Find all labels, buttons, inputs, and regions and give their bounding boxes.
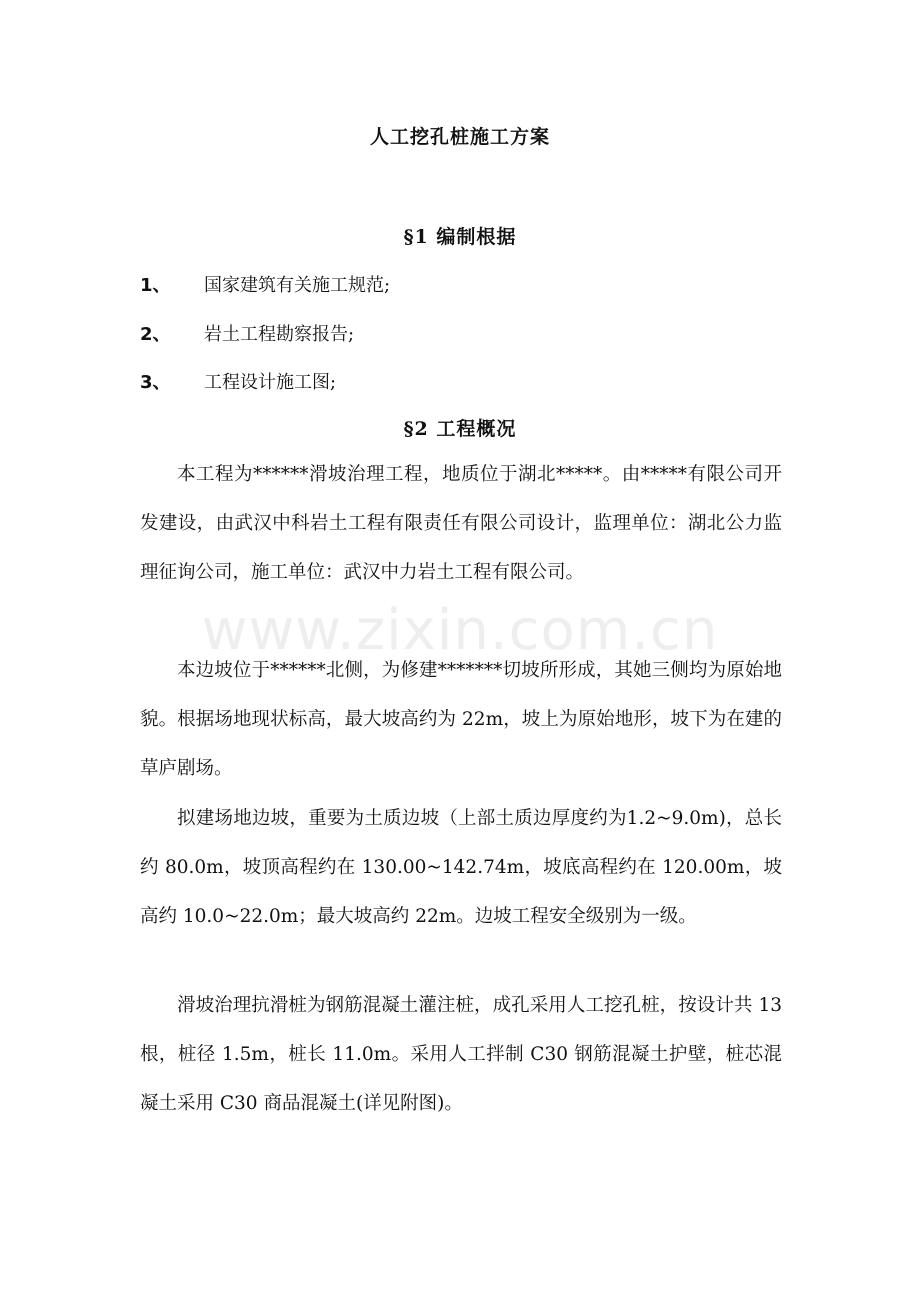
list-item-text: 工程设计施工图; <box>204 372 337 393</box>
paragraph: 本边坡位于******北侧，为修建*******切坡所形成，其她三侧均为原始地貌。根据场地现状标高，最大坡高约为 22m，坡上为原始地形，坡下为在建的草庐剧场。 <box>140 660 782 779</box>
list-item <box>140 271 390 297</box>
section-heading-2: §2 工程概况 <box>403 418 517 440</box>
list-item-number: 3、 <box>140 372 171 393</box>
document-title: 人工挖孔桩施工方案 <box>369 126 550 148</box>
watermark: www.zixin.com.cn <box>201 598 719 663</box>
list-item-text: 国家建筑有关施工规范; <box>204 275 391 296</box>
list-item-number: 2、 <box>140 324 171 345</box>
list-item-text: 岩土工程勘察报告; <box>204 324 355 345</box>
list-item <box>140 368 336 394</box>
section-heading-1: §1 编制根据 <box>403 226 517 248</box>
paragraph: 滑坡治理抗滑桩为钢筋混凝土灌注桩，成孔采用人工挖孔桩，按设计共 13 根，桩径 1.5m，桩长 11.0m。采用人工拌制 C30 钢筋混凝土护壁，桩芯混凝土采用 C30 商品混凝土(详见附图)。 <box>140 995 782 1114</box>
list-item <box>140 320 354 346</box>
paragraph: 拟建场地边坡，重要为土质边坡（上部土质边厚度约为1.2~9.0m)，总长约 80.0m，坡顶高程约在 130.00~142.74m，坡底高程约在 120.00m，坡高约 10.0~22.0m；最大坡高约 22m。边坡工程安全级别为一级。 <box>140 808 782 927</box>
list-item-number: 1、 <box>140 275 171 296</box>
paragraph: 本工程为******滑坡治理工程，地质位于湖北*****。由*****有限公司开发建设，由武汉中科岩土工程有限责任有限公司设计，监理单位：湖北公力监理征询公司，施工单位：武汉中力岩土工程有限公司。 <box>140 464 782 583</box>
